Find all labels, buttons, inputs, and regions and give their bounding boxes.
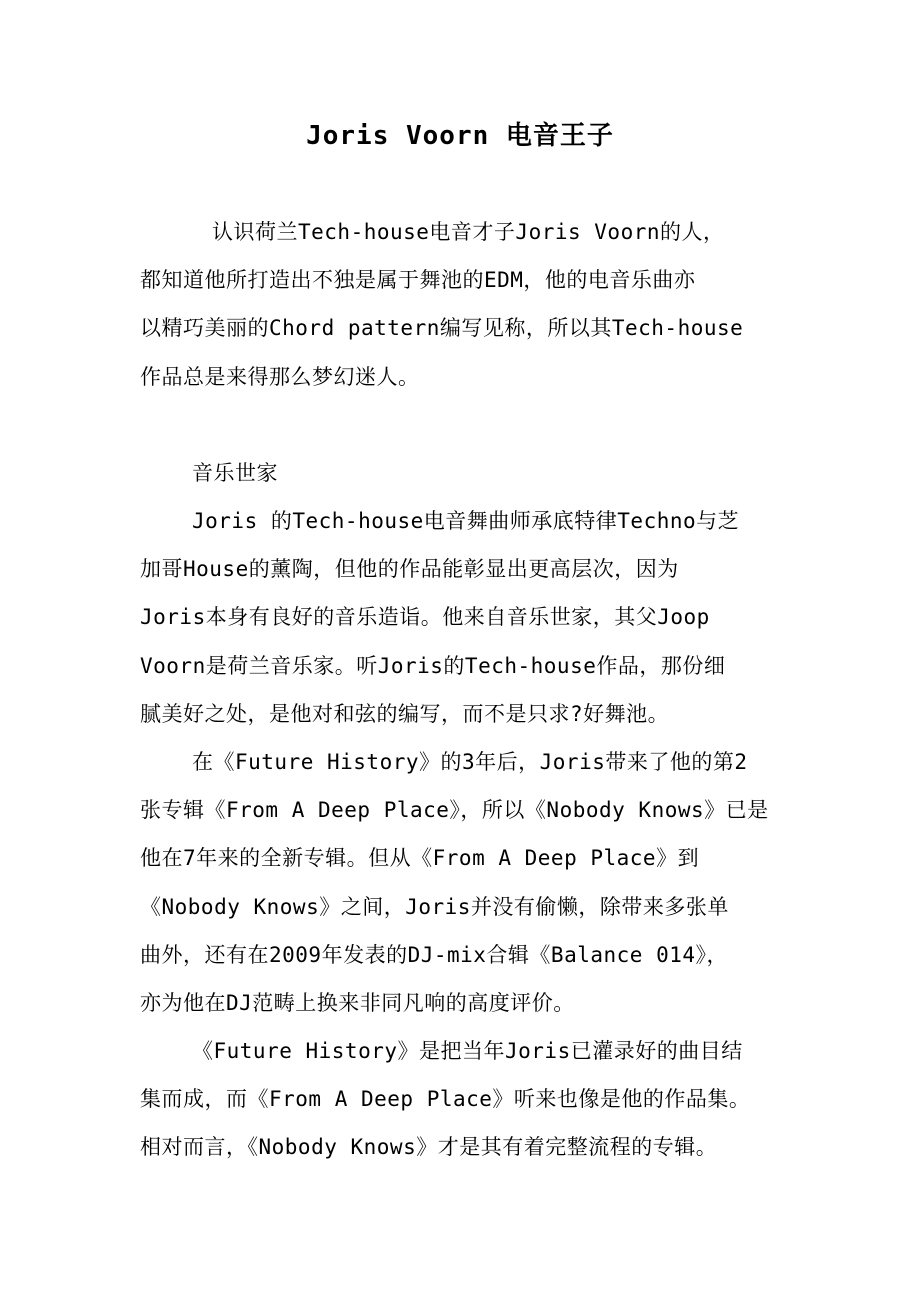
paragraph-line: 曲外，还有在2009年发表的DJ-mix合辑《Balance 014》， xyxy=(140,942,729,967)
paragraph-line: 在《Future History》的3年后，Joris带来了他的第2 xyxy=(192,750,748,774)
intro-line: 作品总是来得那么梦幻迷人。 xyxy=(140,364,420,389)
paragraph-line: Joris 的Tech-house电音舞曲师承底特律Techno与芝 xyxy=(192,509,740,533)
section-heading-block xyxy=(140,449,800,497)
paragraph-line: 集而成，而《From A Deep Place》听来也像是他的作品集。 xyxy=(140,1087,751,1112)
paragraph-line: 亦为他在DJ范畴上换来非同凡响的高度评价。 xyxy=(140,990,575,1015)
paragraph-2 xyxy=(140,738,800,1027)
paragraph-line: 加哥House的薰陶，但他的作品能彰显出更高层次，因为 xyxy=(140,557,679,582)
intro-line: 以精巧美丽的Chord pattern编写见称，所以其Tech-house xyxy=(140,316,744,341)
section-heading: 音乐世家 xyxy=(192,461,278,485)
paragraph-line: 他在7年来的全新专辑。但从《From A Deep Place》到 xyxy=(140,846,700,871)
intro-line: 都知道他所打造出不独是属于舞池的EDM，他的电音乐曲亦 xyxy=(140,268,696,293)
intro-line: 认识荷兰Tech-house电音才子Joris Voorn的人， xyxy=(212,220,725,244)
paragraph-line: 相对而言，《Nobody Knows》才是其有着完整流程的专辑。 xyxy=(140,1135,718,1160)
intro-paragraph xyxy=(140,208,800,401)
paragraph-line: 《Future History》是把当年Joris已灌录好的曲目结 xyxy=(192,1039,743,1063)
paragraph-line: 《Nobody Knows》之间，Joris并没有偷懒，除带来多张单 xyxy=(140,894,729,919)
paragraph-line: Voorn是荷兰音乐家。听Joris的Tech-house作品，那份细 xyxy=(140,653,726,678)
paragraph-3 xyxy=(140,1027,800,1172)
paragraph-line: 腻美好之处，是他对和弦的编写，而不是只求?好舞池。 xyxy=(140,701,670,726)
paragraph-1 xyxy=(140,497,800,738)
paragraph-line: Joris本身有良好的音乐造诣。他来自音乐世家，其父Joop xyxy=(140,605,710,630)
paragraph-line: 张专辑《From A Deep Place》，所以《Nobody Knows》已是 xyxy=(140,798,769,823)
document-title: Joris Voorn 电音王子 xyxy=(306,121,614,151)
